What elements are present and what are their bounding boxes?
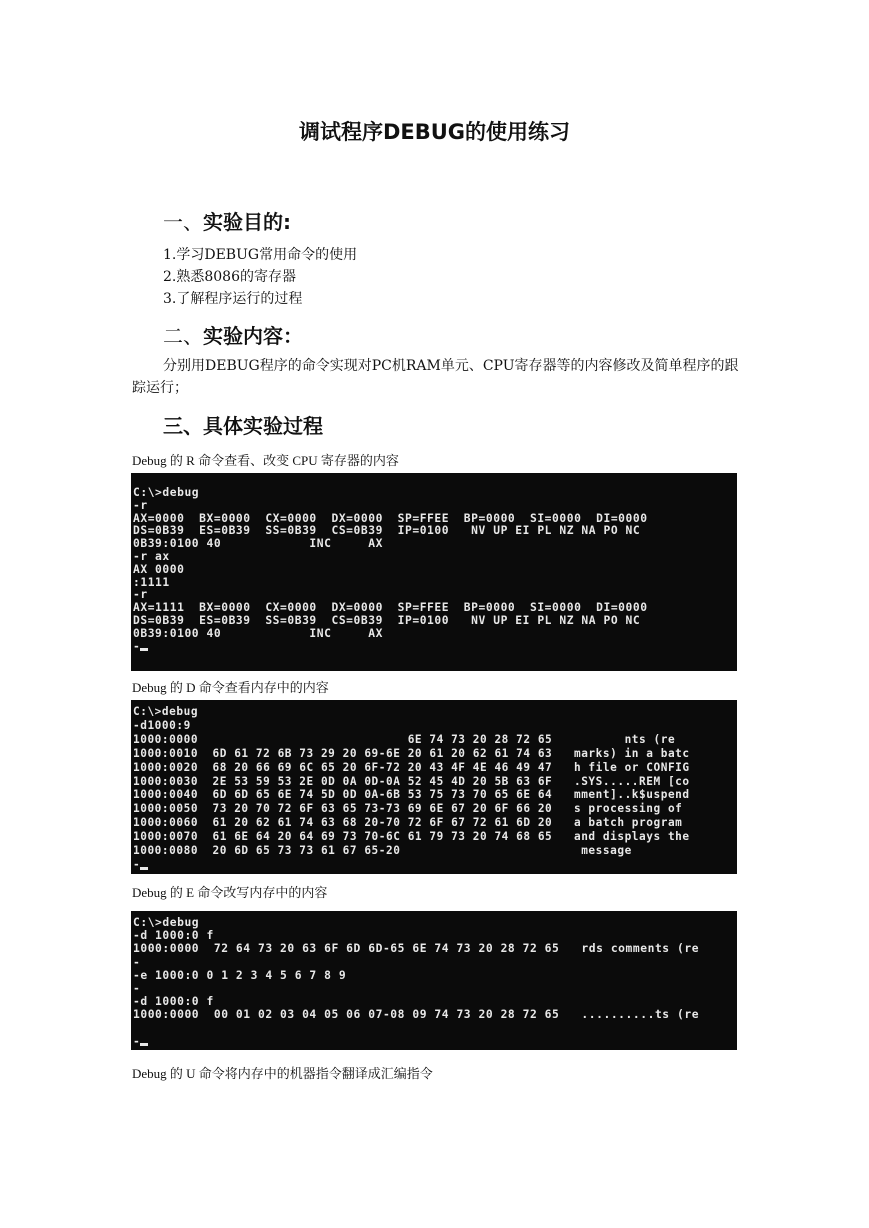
- objective-item: 3.了解程序运行的过程: [163, 291, 303, 307]
- section-heading-procedure: 三、具体实验过程: [163, 414, 323, 438]
- terminal-line: AX=1111 BX=0000 CX=0000 DX=0000 SP=FFEE BP=0000 SI=0000 DI=0000: [133, 601, 648, 615]
- terminal-line: -: [133, 955, 141, 969]
- terminal-line: 1000:0070 61 6E 64 20 64 69 73 70-6C 61 79 73 20 74 68 65 and displays the: [133, 830, 690, 844]
- caption-r-command: Debug 的 R 命令查看、改变 CPU 寄存器的内容: [132, 453, 399, 468]
- terminal-line: -e 1000:0 0 1 2 3 4 5 6 7 8 9: [133, 968, 347, 982]
- terminal-line: 1000:0010 6D 61 72 6B 73 29 20 69-6E 20 61 20 62 61 74 63 marks) in a batc: [133, 746, 690, 760]
- terminal-prompt: -: [133, 1035, 737, 1048]
- terminal-line: DS=0B39 ES=0B39 SS=0B39 CS=0B39 IP=0100 NV UP EI PL NZ NA PO NC: [133, 524, 641, 538]
- terminal-line: 1000:0050 73 20 70 72 6F 63 65 73-73 69 6E 67 20 6F 66 20 s processing of: [133, 802, 683, 816]
- content-paragraph: 分别用DEBUG程序的命令实现对PC机RAM单元、CPU寄存器等的内容修改及简单程序的跟踪运行；: [132, 358, 739, 396]
- terminal-line: -: [133, 982, 141, 996]
- terminal-line: 1000:0080 20 6D 65 73 73 61 67 65-20 message: [133, 844, 632, 858]
- terminal-line: C:\>debug: [133, 705, 199, 718]
- caption-e-command: Debug 的 E 命令改写内存中的内容: [132, 885, 328, 900]
- terminal-prompt: -: [133, 641, 737, 654]
- cursor-icon: [140, 1043, 148, 1046]
- caption-d-command: Debug 的 D 命令查看内存中的内容: [132, 680, 329, 695]
- terminal-line: DS=0B39 ES=0B39 SS=0B39 CS=0B39 IP=0100 NV UP EI PL NZ NA PO NC: [133, 613, 641, 627]
- terminal-line: 1000:0000 6E 74 73 20 28 72 65 nts (re: [133, 732, 676, 746]
- terminal-line: AX 0000: [133, 562, 185, 576]
- terminal-line: 1000:0000 00 01 02 03 04 05 06 07-08 09 74 73 20 28 72 65 ..........ts (re: [133, 1008, 700, 1022]
- terminal-line: AX=0000 BX=0000 CX=0000 DX=0000 SP=FFEE BP=0000 SI=0000 DI=0000: [133, 511, 648, 525]
- terminal-screenshot-r-command: [131, 473, 737, 671]
- section-title: 实验内容：: [203, 324, 303, 348]
- terminal-line: 1000:0060 61 20 62 61 74 63 68 20-70 72 6F 67 72 61 6D 20 a batch program: [133, 816, 683, 830]
- cursor-icon: [140, 867, 148, 870]
- terminal-line: :1111: [133, 575, 170, 589]
- page-title: 调试程序DEBUG的使用练习: [298, 120, 571, 144]
- section-title: 实验目的:: [203, 210, 291, 234]
- caption-u-command: Debug 的 U 命令将内存中的机器指令翻译成汇编指令: [132, 1066, 433, 1081]
- terminal-line: 0B39:0100 40 INC AX: [133, 537, 383, 551]
- terminal-line: [133, 1022, 737, 1035]
- objective-item: 2.熟悉8086的寄存器: [163, 269, 296, 285]
- section-heading-objectives: [163, 206, 291, 235]
- terminal-line: C:\>debug: [133, 916, 200, 929]
- terminal-line: C:\>debug: [133, 486, 200, 499]
- terminal-screenshot-d-command: [131, 700, 737, 874]
- terminal-line: 1000:0030 2E 53 59 53 2E 0D 0A 0D-0A 52 45 4D 20 5B 63 6F .SYS.....REM [co: [133, 774, 690, 788]
- terminal-line: -d 1000:0 f: [133, 995, 214, 1009]
- terminal-line: 0B39:0100 40 INC AX: [133, 626, 383, 640]
- terminal-line: -d 1000:0 f: [133, 929, 214, 943]
- section-number: 二、: [163, 324, 203, 348]
- terminal-prompt: -: [133, 858, 737, 872]
- terminal-line: 1000:0040 6D 6D 65 6E 74 5D 0D 0A-6B 53 75 73 70 65 6E 64 mment]..k$uspend: [133, 788, 690, 802]
- terminal-line: 1000:0000 72 64 73 20 63 6F 6D 6D-65 6E 74 73 20 28 72 65 rds comments (re: [133, 942, 700, 956]
- terminal-line: -r: [133, 588, 148, 602]
- terminal-line: -r: [133, 498, 148, 512]
- objective-item: 1.学习DEBUG常用命令的使用: [163, 247, 358, 263]
- terminal-line: -r ax: [133, 549, 170, 563]
- section-number: 一、: [163, 210, 203, 234]
- terminal-line: 1000:0020 68 20 66 69 6C 65 20 6F-72 20 43 4F 4E 46 49 47 h file or CONFIG: [133, 760, 690, 774]
- terminal-screenshot-e-command: [131, 911, 737, 1050]
- terminal-line: -d1000:9: [133, 718, 191, 732]
- cursor-icon: [140, 648, 148, 651]
- section-heading-content: [163, 320, 303, 349]
